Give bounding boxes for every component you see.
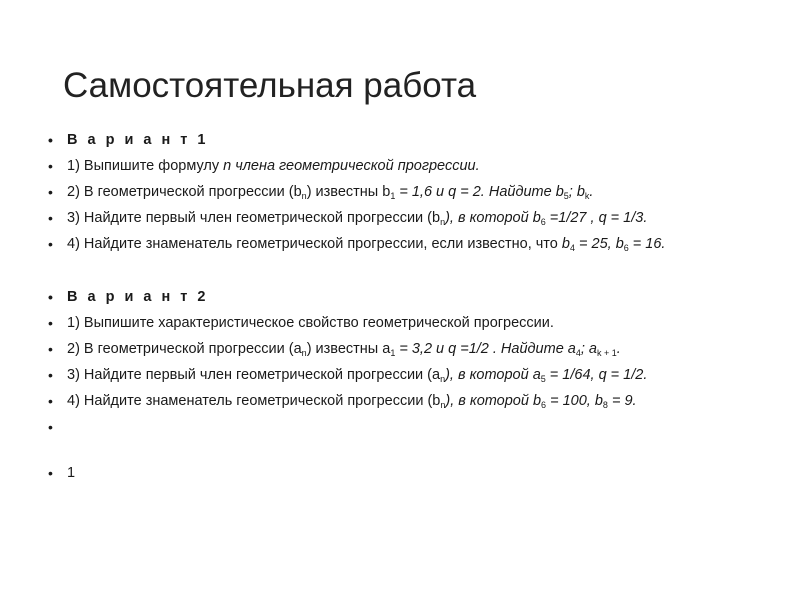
v2-task-1: • 1) Выпишите характеристическое свойство геометрической прогрессии. [48,313,753,333]
v1-task-3: • 3) Найдите первый член геометрической прогрессии $(b_n)$, в которой $b_6 =1/27$ , q = 1/3. [48,208,753,228]
empty-bullet [48,417,753,437]
v1-task-4: • 4) Найдите знаменатель геометрической прогрессии, если известно, что $b_4 = 25$, $b_6 = 16$. [48,234,753,254]
v2-task-4: • 4) Найдите знаменатель геометрической прогрессии $(b_n)$, в которой $b_6 = 100$, $b_8 = 9$. [48,391,753,411]
v2-task-2: • 2) В геометрической прогрессии $(a_n)$ известны $a_1 = 3,2$ и q =1/2 . Найдите $a_4$; $a_{k + 1}$. [48,339,753,359]
variant-2-heading: • В а р и а н т 2 [48,287,753,307]
v1-task-2: • 2) В геометрической прогрессии $(b_n)$ известны $b_1 = 1,6$ и q = 2. Найдите $b_5$; $b_k$. [48,182,753,202]
task-list [48,130,753,489]
slide-title: Самостоятельная работа [63,66,477,105]
v2-task-3: • 3) Найдите первый член геометрической прогрессии $(a_n)$, в которой $a_5 = 1/64$, q = 1/2. [48,365,753,385]
variant-1-heading: • В а р и а н т 1 [48,130,753,150]
v1-task-1: • 1) Выпишите формулу n члена геометрической прогрессии. [48,156,753,176]
last-bullet-item: • 1 [48,463,753,483]
